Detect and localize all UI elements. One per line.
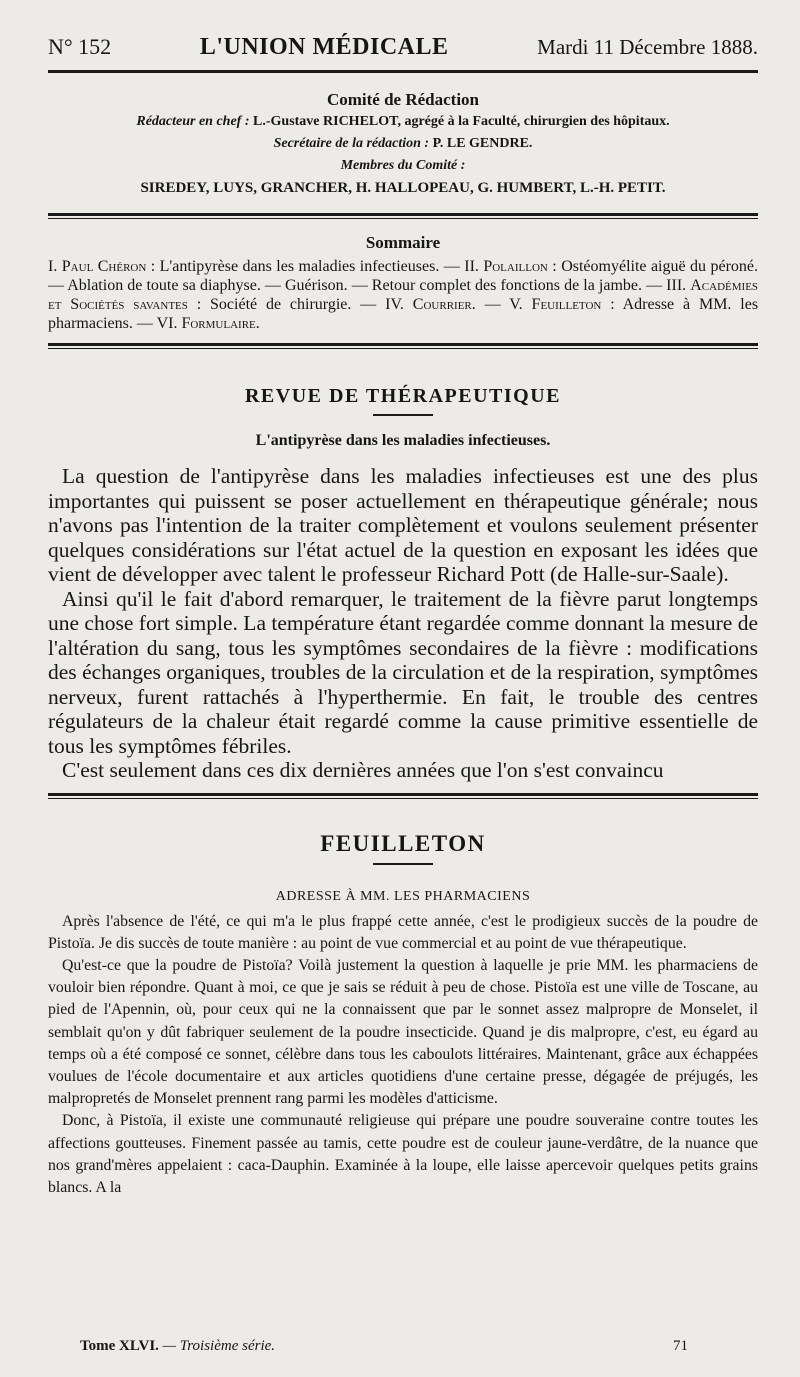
feuilleton-body — [48, 911, 758, 1200]
members-label: Membres du Comité : — [340, 158, 466, 173]
sommaire-v-num: V. — [509, 296, 523, 313]
article-body — [48, 464, 758, 783]
secretary-label: Secrétaire de la rédaction : — [273, 136, 430, 151]
feuilleton-subtitle: ADRESSE À MM. LES PHARMACIENS — [275, 888, 531, 904]
sommaire-v-author: Feuilleton — [531, 296, 602, 313]
sommaire-ii-num: II. — [464, 258, 479, 275]
sommaire-title: Sommaire — [365, 233, 441, 252]
section-title-revue: REVUE DE THÉRAPEUTIQUE — [244, 385, 562, 407]
editor-in-chief-line — [48, 111, 758, 133]
sommaire-vi-text: . — [255, 315, 260, 332]
sommaire-ii-text: : Ostéomyélite aiguë du péroné. — Ablation de toute sa diaphyse. — Guérison. — Retour complet des fonctions de la jambe. — — [48, 258, 759, 294]
sommaire-iii-text: : Société de chirurgie. — — [196, 296, 377, 313]
footer-series: — Troisième série. — [162, 1338, 276, 1354]
sommaire-rule — [48, 343, 758, 349]
feuilleton-paragraph-1: Après l'absence de l'été, ce qui m'a le plus frappé cette année, c'est le prodigieux succès de la poudre de Pistoïa. Je dis succès de toute manière : au point de vue commercial et au point de vue thérapeutique. — [48, 912, 758, 952]
editorial-committee — [48, 89, 758, 199]
sommaire-v-text: : Adresse à MM. les pharmaciens. — — [48, 296, 759, 332]
article-paragraph-1: La question de l'antipyrèse dans les maladies infectieuses est une des plus importantes qui puissent se poser actuellement en thérapeutique générale; nous n'avons pas l'intention de la traiter complètement et voulons seulement présenter quelques considérations sur l'état actuel de la question en exposant les idées que vient de développer avec talent le professeur Richard Pott (de Halle-sur-Saale). — [48, 464, 758, 586]
members-list: SIREDEY, LUYS, GRANCHER, H. HALLOPEAU, G. HUMBERT, L.-H. PETIT. — [140, 180, 666, 196]
committee-title: Comité de Rédaction — [326, 90, 480, 109]
article-paragraph-3: C'est seulement dans ces dix dernières années que l'on s'est convaincu — [62, 758, 664, 782]
page-footer — [80, 1338, 688, 1355]
header-rule — [48, 70, 758, 73]
secretary-name: P. LE GENDRE. — [432, 136, 533, 151]
sommaire-iii-author: Académies et Sociétés savantes — [48, 277, 759, 313]
feuilleton-rule — [48, 793, 758, 799]
article-title: L'antipyrèse dans les maladies infectieuses. — [255, 432, 551, 449]
sommaire-i-text: : L'antipyrèse dans les maladies infectieuses. — — [150, 258, 460, 275]
issue-date: Mardi 11 Décembre 1888. — [537, 35, 758, 59]
feuilleton-paragraph-3: Donc, à Pistoïa, il existe une communauté religieuse qui prépare une poudre souveraine contre toutes les affections goutteuses. Finement passée au tamis, cette poudre est de couleur jaune-verdâtre, de la nuance que nos grand'mères appelaient : caca-Dauphin. Examinée à la loupe, elle laisse apercevoir quelques petits grains blancs. A la — [48, 1112, 758, 1196]
sommaire-i-author: Paul Chéron — [61, 258, 147, 275]
journal-title: L'UNION MÉDICALE — [199, 34, 449, 60]
feuilleton-title: FEUILLETON — [320, 830, 486, 856]
section-divider — [373, 414, 433, 416]
secretary-line — [48, 133, 758, 155]
sommaire-vi-num: VI. — [156, 315, 178, 332]
page-header — [48, 0, 758, 64]
article-paragraph-2: Ainsi qu'il le fait d'abord remarquer, le traitement de la fièvre parut longtemps une chose fort simple. La température étant regardée comme donnant la mesure de l'altération du sang, tous les symptômes secondaires de la fièvre : modifications des échanges organiques, troubles de la circulation et de la respiration, symptômes nerveux, furent rattachés à l'hyperthermie. En fait, le trouble des centres régulateurs de la chaleur était regardé comme la cause primitive essentielle de tous les symptômes fébriles. — [48, 586, 758, 758]
committee-rule — [48, 213, 758, 219]
sommaire-iv-num: IV. — [385, 296, 404, 313]
sommaire-text — [48, 257, 758, 333]
sommaire-i-num: I. — [48, 258, 58, 275]
sommaire-iv-author: Courrier — [412, 296, 472, 313]
sommaire-vi-author: Formulaire — [181, 315, 256, 332]
chief-label: Rédacteur en chef : — [136, 114, 250, 129]
issue-number: N° 152 — [48, 34, 112, 59]
page-number: 71 — [673, 1338, 688, 1354]
sommaire-iv-text: . — — [471, 296, 501, 313]
feuilleton-divider — [373, 863, 433, 865]
footer-tome: Tome XLVI. — [80, 1338, 159, 1354]
sommaire-ii-author: Polaillon — [483, 258, 548, 275]
feuilleton-paragraph-2: Qu'est-ce que la poudre de Pistoïa? Voilà justement la question à laquelle je prie MM. les pharmaciens de vouloir bien répondre. Quant à moi, ce que je sais se réduit à peu de chose. Pistoïa est une ville de Toscane, au pied de l'Apennin, où, pour ceux qui ne la connaissent que par le sonnet assez malpropre de Monselet, il semblait qu'on y dût fabriquer seulement de la poudre insecticide. Quand je dis malpropre, c'est, eu égard au temps où a été composé ce sonnet, célèbre dans tous les caboulots littéraires. Maintenant, grâce aux échappées voulues de l'école documentaire et aux articles quotidiens d'une certaine presse, dégagée de préjugés, les malpropretés de Monselet prennent rang parmi les modèles d'atticisme. — [48, 956, 758, 1108]
footer-volume — [80, 1338, 275, 1355]
chief-name: L.-Gustave RICHELOT, agrégé à la Faculté, chirurgien des hôpitaux. — [253, 114, 670, 129]
sommaire-iii-num: III. — [666, 277, 687, 294]
